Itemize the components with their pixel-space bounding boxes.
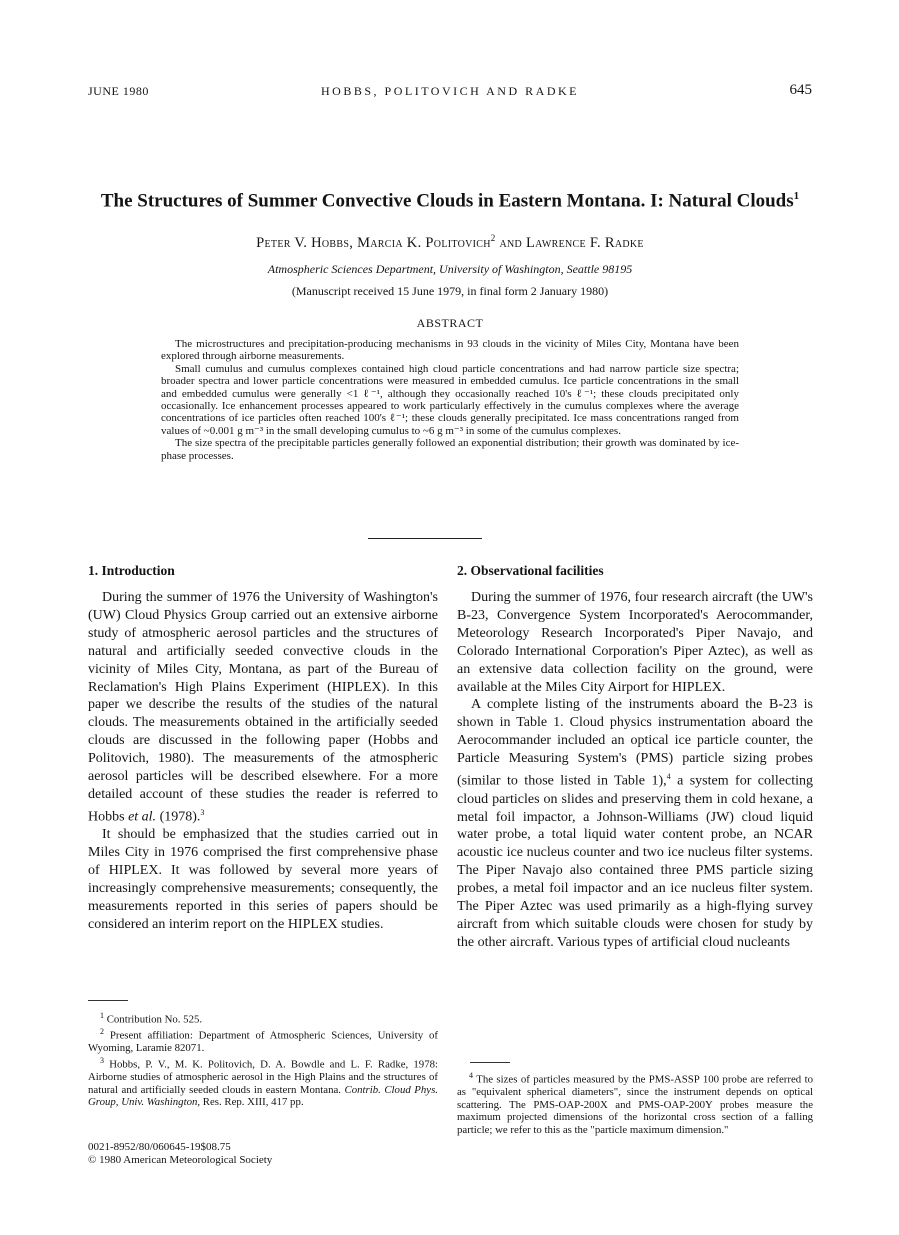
section-divider bbox=[368, 538, 482, 539]
article-code: 0021-8952/80/060645-19$08.75 bbox=[88, 1141, 231, 1153]
section-heading-observational-facilities: 2. Observational facilities bbox=[457, 563, 604, 578]
footnote-text: The sizes of particles measured by the PMS-ASSP 100 probe are referred to as "equivalent spherical diameters", since the instrument depends on optical scattering. The PMS-OAP-200X and PMS-OAP-200Y probes measure the maximum projected dimensions of the horizontal cross section of a falling particle; we refer to this as the "particle maximum dimension." bbox=[457, 1073, 813, 1136]
author-footnote-mark: 2 bbox=[490, 233, 496, 243]
abstract-paragraph: The size spectra of the precipitable particles generally followed an exponential distribution; their growth was dominated by ice-phase processes. bbox=[161, 437, 739, 462]
footnote-text: Res. Rep. XIII, 417 pp. bbox=[202, 1096, 304, 1109]
facilities-text-cont: a system for collecting cloud particles on slides and preserving them in cold hexane, a metal foil impactor, a Johnson-Williams (JW) cloud liquid water probe, a total liquid water content probe, an NCAR acoustic ice nucleus counter and two ice nucleus filter systems. The Piper Navajo also contained three PMS particle sizing probes, a metal foil impactor and an ice nucleus filter system. The Piper Aztec was used primarily as a high-flying survey aircraft from which suitable clouds were chosen for study by the other aircraft. Various types of artificial cloud nucleants bbox=[457, 773, 813, 950]
footnote-3 bbox=[88, 1055, 438, 1109]
et-al: et al. bbox=[128, 809, 157, 825]
footnote-1 bbox=[88, 1010, 438, 1026]
author-list bbox=[60, 233, 840, 252]
left-column bbox=[88, 563, 438, 934]
author-and: and bbox=[499, 234, 523, 251]
intro-text-end: (1978). bbox=[159, 809, 201, 825]
facilities-text: A complete listing of the instruments aboard the B-23 is shown in Table 1. Cloud physics instrumentation aboard the Aerocommander included an optical ice particle counter, the Particle Measuring System's (PMS) particle sizing probes (similar to those listed in Table 1), bbox=[457, 697, 813, 789]
abstract-heading: ABSTRACT bbox=[416, 316, 484, 330]
footnote-mark: 3 bbox=[100, 1055, 104, 1065]
body-paragraph bbox=[88, 589, 438, 826]
footnote-mark: 2 bbox=[100, 1027, 104, 1037]
abstract-paragraph: The microstructures and precipitation-producing mechanisms in 93 clouds in the vicinity of Miles City, Montana have been explored through airborne measurements. bbox=[161, 338, 739, 363]
intro-text: During the summer of 1976 the University of Washington's (UW) Cloud Physics Group carried out an extensive airborne study of atmospheric aerosol particles and the structures of natural and artificially seeded convective clouds in the vicinity of Miles City, Montana, as part of the Bureau of Reclamation's High Plains Experiment (HIPLEX). In this paper we describe the results of the studies of the natural clouds. The measurements obtained in the artificially seeded clouds are discussed in the following paper (Hobbs and Politovich, 1980). The measurements of the atmospheric aerosol particles will be described elsewhere. For a more detailed account of these studies the reader is referred to Hobbs bbox=[88, 590, 438, 825]
footnote-rule bbox=[88, 1000, 128, 1001]
body-paragraph bbox=[457, 696, 813, 951]
manuscript-received: (Manuscript received 15 June 1979, in final form 2 January 1980) bbox=[291, 284, 609, 298]
paper-title-text: The Structures of Summer Convective Clouds in Eastern Montana. I: Natural Clouds bbox=[100, 190, 794, 212]
footnote-text: Hobbs, P. V., M. K. Politovich, D. A. Bowdle and L. F. Radke, 1978: Airborne studies of atmospheric aerosol in the High Plains and the structures of natural and artificially seeded clouds in eastern Montana. bbox=[88, 1058, 438, 1096]
author-hobbs: Peter V. Hobbs, bbox=[256, 234, 354, 251]
author-politovich: Marcia K. Politovich bbox=[357, 234, 491, 251]
title-footnote-mark: 1 bbox=[793, 190, 800, 202]
footnote-ref-3: 3 bbox=[200, 807, 205, 817]
page-number: 645 bbox=[789, 82, 812, 98]
footnote-mark: 1 bbox=[100, 1011, 104, 1020]
copyright-notice: © 1980 American Meteorological Society bbox=[88, 1154, 273, 1166]
abstract bbox=[161, 338, 739, 462]
body-paragraph: During the summer of 1976, four research aircraft (the UW's B-23, Convergence System Incorporated's Aerocommander, Meteorology Research Incorporated's Piper Navajo, and Colorado International Corporation's Piper Aztec), as well as an extensive data collection facility on the ground, were available at the Miles City Airport for HIPLEX. bbox=[457, 590, 813, 695]
footnote-4 bbox=[457, 1070, 813, 1137]
right-column bbox=[457, 563, 813, 952]
footnote-2 bbox=[88, 1026, 438, 1055]
section-heading-introduction: 1. Introduction bbox=[88, 563, 175, 578]
abstract-paragraph: Small cumulus and cumulus complexes contained high cloud particle concentrations and had narrow particle size spectra; broader spectra and lower particle concentrations were measured in embedded cumulus. Ice particle concentrations in the small and embedded cumulus were generally <1 ℓ⁻¹, although they occasionally reached 10's ℓ⁻¹; these clouds precipitated only occasionally. Ice enhancement processes appeared to work particularly effectively in the cumulus complexes where the average concentrations of ice particles often reached 100's ℓ⁻¹; these clouds generally precipitated. Ice mass concentrations ranged from values of ~0.001 g m⁻³ in the small developing cumulus to ~6 g m⁻³ in some of the cumulus complexes. bbox=[161, 362, 739, 437]
running-head bbox=[88, 84, 812, 104]
running-head-date: JUNE 1980 bbox=[88, 84, 149, 98]
copyright-block bbox=[88, 1141, 438, 1167]
footnote-journal: Contrib. Cloud Phys. Group, Univ. Washington, bbox=[88, 1083, 438, 1109]
running-head-authors: HOBBS, POLITOVICH AND RADKE bbox=[321, 84, 579, 98]
body-paragraph: It should be emphasized that the studies carried out in Miles City in 1976 comprised the first comprehensive phase of HIPLEX. It was followed by several more years of increasingly comprehensive measurements; consequently, the measurements reported in this series of papers should be considered an interim report on the HIPLEX studies. bbox=[88, 827, 438, 932]
footnote-mark: 4 bbox=[469, 1071, 473, 1080]
paper-title bbox=[60, 190, 840, 212]
author-radke: Lawrence F. Radke bbox=[526, 234, 644, 251]
footnotes-right bbox=[457, 1070, 813, 1137]
footnotes-left bbox=[88, 1010, 438, 1109]
footnote-rule bbox=[470, 1062, 510, 1063]
affiliation: Atmospheric Sciences Department, University of Washington, Seattle 98195 bbox=[267, 262, 633, 276]
footnote-text: Contribution No. 525. bbox=[106, 1013, 203, 1026]
footnote-text: Present affiliation: Department of Atmospheric Sciences, University of Wyoming, Laramie 82071. bbox=[88, 1029, 438, 1055]
footnote-ref-4: 4 bbox=[666, 772, 671, 782]
